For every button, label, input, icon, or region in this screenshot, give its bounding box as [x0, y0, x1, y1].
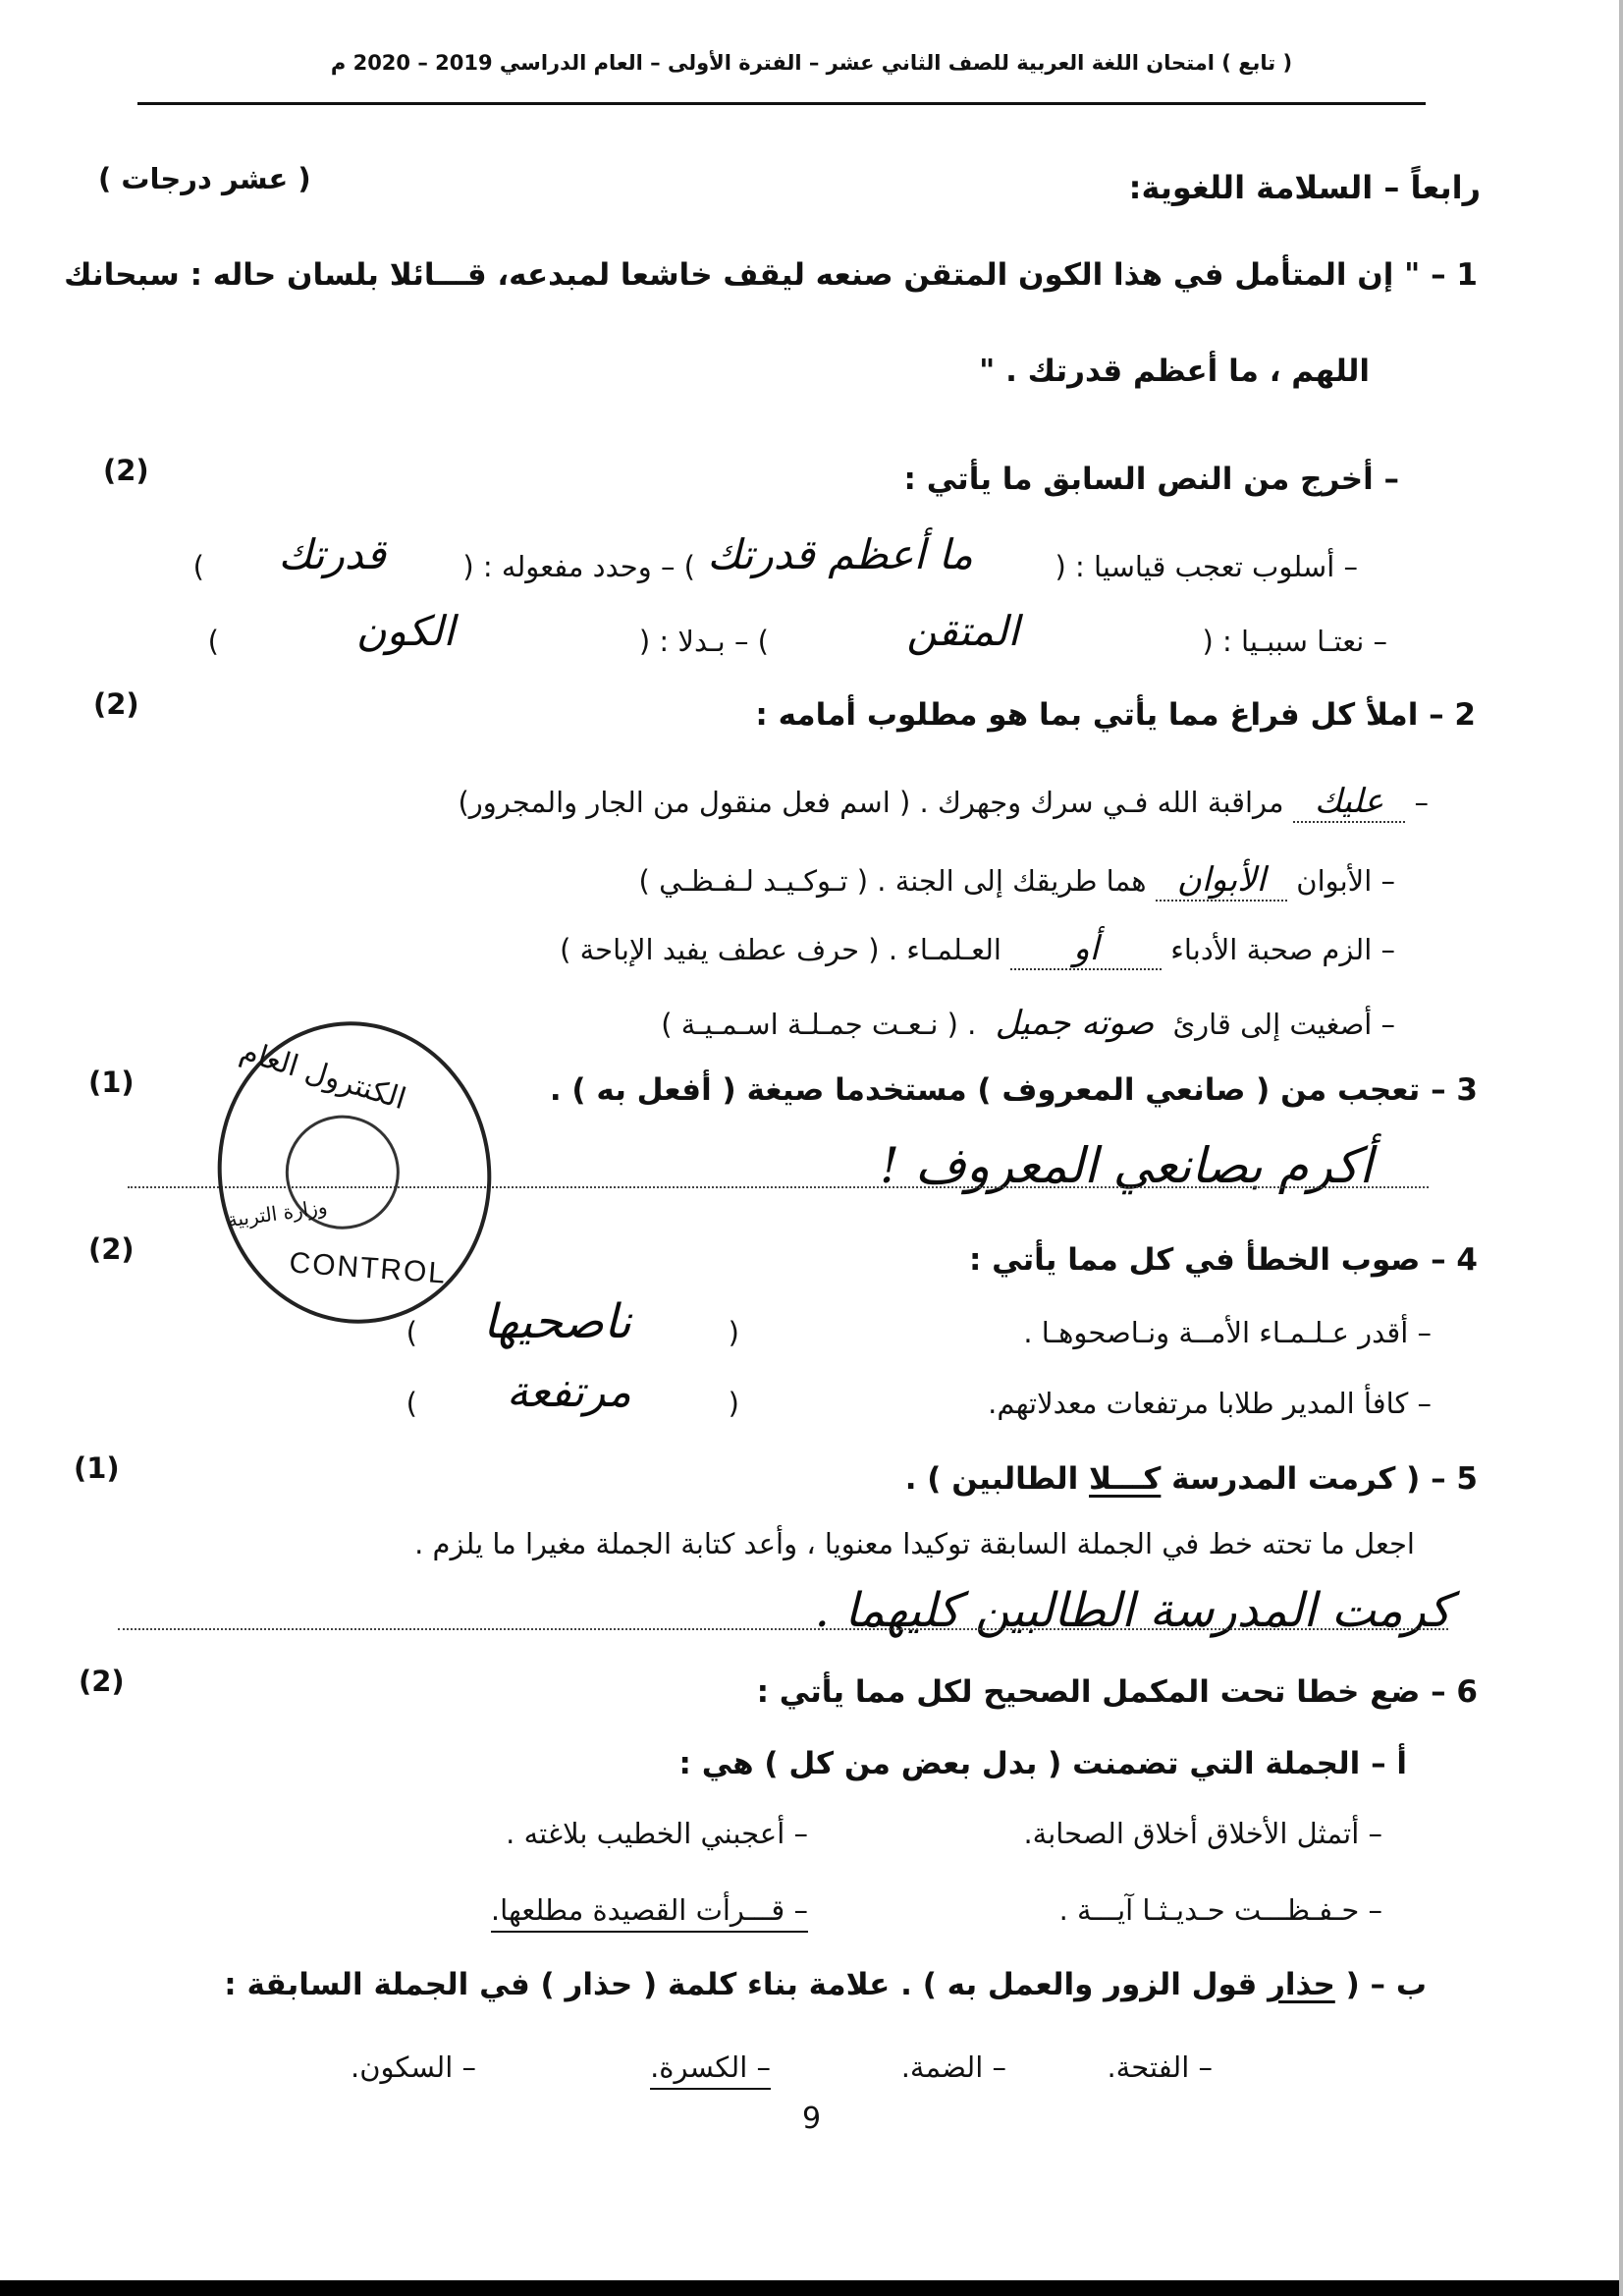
- section-title: رابعاً – السلامة اللغوية:: [1128, 169, 1481, 206]
- q1-line1: 1 – " إن المتأمل في هذا الكون المتقن صنعه ليقف خاشعا لمبدعه، قـــائلا بلسان حاله : سبحانك: [64, 257, 1478, 293]
- q4-item-2-open: (: [728, 1387, 739, 1420]
- scan-bottom-edge: [0, 2280, 1623, 2296]
- q2-item-1-answer: عليك: [1293, 782, 1405, 823]
- q2-item-1-before: –: [1414, 786, 1429, 819]
- q2-score: (2): [93, 687, 139, 721]
- q6-b-option-3: – الكسرة.: [650, 2050, 771, 2090]
- q5-title-underlined: كـــلا: [1089, 1461, 1162, 1497]
- q5-title-post: الطالبين ) .: [904, 1461, 1079, 1497]
- page-header: ( تابع ) امتحان اللغة العربية للصف الثاني عشر – الفترة الأولى – العام الدراسي 2019 – 2020 م: [330, 51, 1293, 75]
- q1-a-answer2: قدرتك: [278, 530, 386, 578]
- q3-score: (1): [88, 1066, 135, 1099]
- scan-right-edge: [1619, 0, 1623, 2296]
- q1-b-mid: ) – بـدلا : (: [638, 625, 769, 658]
- q4-title: 4 – صوب الخطأ في كل مما يأتي :: [968, 1242, 1478, 1278]
- stamp-ministry: وزارة التربية: [225, 1194, 329, 1232]
- q4-item-2-close: ): [406, 1387, 417, 1420]
- header-rule: [137, 102, 1426, 105]
- q6-b-post: قول الزور والعمل به ) . علامة بناء كلمة ( حذار ) في الجملة السابقة :: [224, 1967, 1258, 2002]
- q1-a-answer: ما أعظم قدرتك: [707, 530, 973, 578]
- q2-item-4-before: – أصغيت إلى قارئ: [1172, 1008, 1395, 1041]
- q4-item-1-text: – أقدر عـلـمـاء الأمــة ونـاصحوهـا .: [1023, 1316, 1432, 1349]
- q1-a-mid: ) – وحدد مفعوله : (: [462, 550, 695, 583]
- q1-b-answer: المتقن: [906, 607, 1019, 655]
- q4-item-2-answer: مرتفعة: [506, 1367, 631, 1417]
- stamp-control-text: CONTROL: [288, 1246, 449, 1290]
- q6-a-option-2: – أعجبني الخطيب بلاغته .: [506, 1817, 808, 1850]
- q6-title: 6 – ضع خطا تحت المكمل الصحيح لكل مما يأتي :: [756, 1674, 1478, 1710]
- q1-b-answer2: الكون: [355, 607, 455, 655]
- q4-item-1-open: (: [728, 1316, 739, 1349]
- q3-title: 3 – تعجب من ( صانعي المعروف ) مستخدما صيغة ( أفعل به ) .: [549, 1072, 1478, 1108]
- q6-score: (2): [79, 1665, 125, 1698]
- q5-instruction: اجعل ما تحته خط في الجملة السابقة توكيدا معنويا ، وأعد كتابة الجملة مغيرا ما يلزم .: [414, 1527, 1415, 1560]
- q4-item-1-close: ): [406, 1316, 417, 1349]
- q4-item-2-text: – كافأ المدير طلابا مرتفعات معدلاتهم.: [988, 1387, 1432, 1420]
- q6-b-option-1: – الفتحة.: [1107, 2050, 1213, 2084]
- q6-b-title: [224, 1967, 1427, 2002]
- q2-item-4-answer: صوته جميل: [995, 1004, 1155, 1043]
- q1-instruction: – أخرج من النص السابق ما يأتي :: [903, 462, 1399, 497]
- page-number: 9: [801, 2102, 822, 2136]
- q1-a-close: ): [192, 550, 204, 583]
- q2-item-2: [639, 860, 1395, 902]
- q6-b-word: حذار: [1268, 1967, 1335, 2002]
- q2-item-3: [560, 929, 1395, 970]
- q1-score: (2): [103, 454, 149, 487]
- q2-item-3-after: العـلمـاء . ( حرف عطف يفيد الإباحة ): [560, 933, 1001, 966]
- q5-title-pre: 5 – ( كرمت المدرسة: [1171, 1461, 1478, 1497]
- q2-item-4-after: . ( نـعـت جمـلـة اسـمـيـة ): [661, 1008, 977, 1041]
- q6-b-option-2: – الضمة.: [900, 2050, 1006, 2084]
- q6-b-pre: ب – (: [1345, 1967, 1427, 2002]
- q2-item-2-after: هما طريقك إلى الجنة . ( تـوكـيـد لـفـظـي ): [638, 864, 1147, 898]
- q6-a-title: أ – الجملة التي تضمنت ( بدل بعض من كل ) هي :: [678, 1746, 1407, 1781]
- q6-a-option-3: – حـفـظـــت حـديـثـا آيـــة .: [1058, 1893, 1382, 1927]
- q1-b-label: – نعتـا سببـيا : (: [1202, 625, 1387, 658]
- q2-item-3-before: – الزم صحبة الأدباء: [1170, 933, 1395, 966]
- q2-item-4: [661, 1004, 1395, 1043]
- q6-a-option-4: – قـــرأت القصيدة مطلعها.: [491, 1893, 808, 1933]
- q4-score: (2): [88, 1232, 135, 1266]
- q5-answer-line: [118, 1628, 1448, 1630]
- stamp-arabic-text: الكنترول العام: [236, 1033, 410, 1118]
- q2-item-2-answer: الأبوان: [1156, 860, 1287, 902]
- q5-score: (1): [74, 1451, 120, 1485]
- q1-line2: اللهم ، ما أعظم قدرتك . ": [979, 354, 1370, 389]
- q2-item-1-after: مراقبة الله فـي سرك وجهرك . ( اسم فعل منقول من الجار والمجرور): [458, 786, 1284, 819]
- q4-item-1-answer: ناصحيها: [483, 1294, 631, 1349]
- q2-item-1: [458, 782, 1429, 823]
- q2-item-3-answer: أو: [1010, 929, 1162, 970]
- q1-a-label: – أسلوب تعجب قياسيا : (: [1055, 550, 1358, 583]
- control-stamp: [198, 1004, 511, 1341]
- q1-b-close: ): [207, 625, 219, 658]
- q5-title: [905, 1461, 1478, 1497]
- section-marks: ( عشر درجات ): [98, 162, 311, 195]
- q5-answer: كرمت المدرسة الطالبين كليهما .: [814, 1583, 1451, 1638]
- q3-answer: أكرم بصانعي المعروف !: [880, 1137, 1373, 1194]
- q2-title: 2 – املأ كل فراغ مما يأتي بما هو مطلوب أمامه :: [755, 697, 1476, 733]
- q6-a-option-1: – أتمثل الأخلاق أخلاق الصحابة.: [1023, 1817, 1382, 1850]
- q6-b-option-4: – السكون.: [351, 2050, 476, 2084]
- q2-item-2-before: – الأبوان: [1296, 864, 1395, 898]
